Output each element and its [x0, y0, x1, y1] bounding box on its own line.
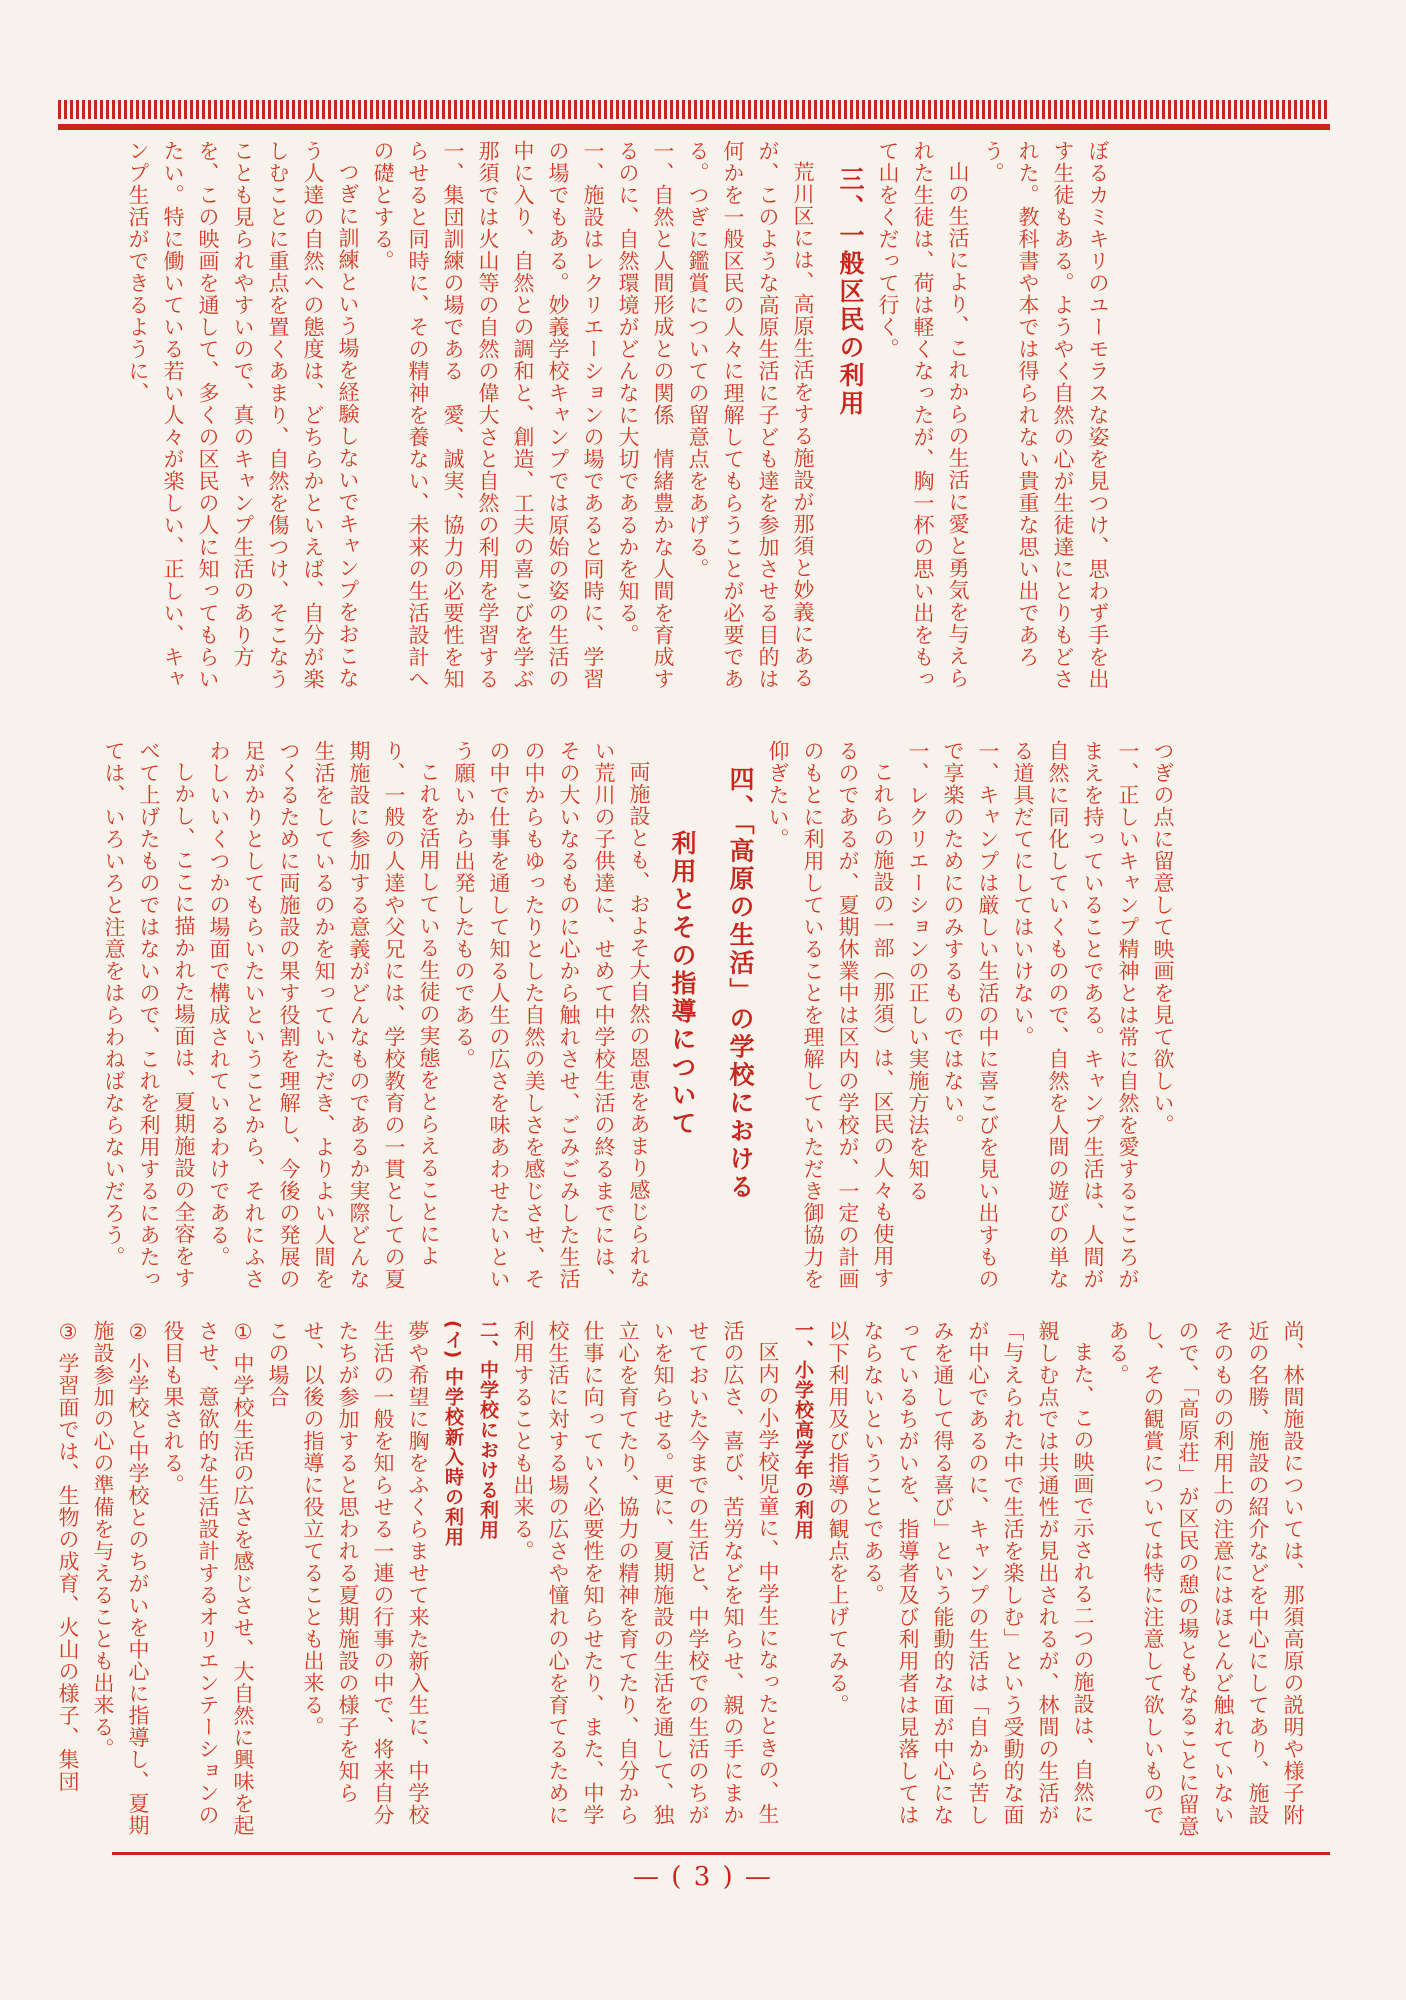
paragraph: これを活用している生徒の実態をとらえることにより、一般の人達や父兄には、学校教育の一貫としての夏期施設に参加する意義がどんなものであるか実際どんな生活をしているのかを知っていただき、よりよい人間をつくるために両施設の果す役割を理解し、今後の発展の足がかりとしてもらいたいということから、それにふさわしいいくつかの場面で構成されているわけである。 [207, 740, 441, 1290]
text-column [120, 140, 820, 710]
list-item: 一、レクリエーションの正しい実施方法を知る [906, 740, 930, 1202]
paragraph: ぼるカミキリのユーモラスな姿を見つけ、思わず手を出す生徒もある。ようやく自然の心が生徒達にとりもどされた。教科書や本では得られない貴重な思い出であろう。 [981, 140, 1110, 690]
text-column [760, 740, 1180, 1295]
list-item: 一、集団訓練の場である 愛、誠実、協力の必要性を知らせると同時に、その精神を養ない、未来の生活設計への礎とする。 [371, 140, 465, 690]
section-4-heading-line-2: 利用とその指導について [668, 830, 697, 1138]
paragraph: 以下利用及び指導の観点を上げてみる。 [826, 1320, 850, 1716]
list-item: 一、施設はレクリエーションの場であると同時に、学習の場でもある。妙義学校キャンプでは原始の姿の生活の中に入り、自然との調和と、創造、工夫の喜こびを学ぶ 那須では火山等の自然の偉大さと自然の利用を学習する [476, 140, 605, 712]
section-4-heading: 四、「高原の生活」の学校における [726, 766, 755, 1202]
subsection-heading: 一、小学校高学年の利用 [792, 1320, 814, 1540]
paragraph: つぎに訓練という場を経験しないでキャンプをおこなう人達の自然への態度は、どちらかといえば、自分が楽しむことに重点を置くあまり、自然を傷つけ、そこなうことも見られやすいので、真のキャンプ生活のあり方を、この映画を通して、多くの区民の人に知ってもらいたい。特に働いている若い人々が楽しい、正しい、キャンプ生活ができるように、 [126, 140, 360, 690]
band-middle [102, 740, 1180, 1295]
text-column [50, 1320, 1310, 1840]
paragraph: 夢や希望に胸をふくらませて来た新入生に、中学校生活の一般を知らせる一連の行事の中で、将来自分たちが参加すると思われる夏期施設の様子を知らせ、以後の指導に役立てることも出来る。 [301, 1320, 430, 1826]
subsection-heading: 二、中学校における利用 [477, 1320, 499, 1540]
paragraph: これらの施設の一部（那須）は、区民の人々も使用するのであるが、夏期休業中は区内の学校が、一定の計画のもとに利用していることを理解していただき御協力を仰ぎたい。 [766, 740, 895, 1290]
paragraph: つぎの点に留意して映画を見て欲しい。 [1151, 740, 1175, 1136]
paragraph: 荒川区には、高原生活をする施設が那須と妙義にあるが、このような高原生活に子ども達を参加させる目的は何かを一般区民の人々に理解してもらうことが必要である。つぎに鑑賞についての留意点をあげる。 [686, 140, 815, 690]
paragraph: しかし、ここに描かれた場面は、夏期施設の全容をすべて上げたものではないので、これを利用するにあたっては、いろいろと注意をはらわねばならないだろう。 [102, 740, 196, 1290]
page-number: — ( 3 ) — [633, 1862, 773, 1892]
band-top [95, 140, 1115, 710]
text-column [870, 140, 1115, 710]
text-column [96, 740, 656, 1295]
list-item: 一、正しいキャンプ精神とは常に自然を愛するこころがまえを持っていることである。キャンプ生活は、人間が自然に同化していくものので、自然を人間の遊びの単なる道具だてにしてはいけない。 [1011, 740, 1140, 1290]
paragraph: 尚、林間施設については、那須高原の説明や様子附近の名勝、施設の紹介などを中心にしてあり、施設そのものの利用上の注意にはほとんど触れていないので、「高原荘」が区民の憩の場ともなることに留意し、その観賞については特に注意して欲しいものである。 [1106, 1320, 1305, 1838]
list-item: 一、キャンプは厳しい生活の中に喜こびを見い出すもので享楽のためにのみするものではない。 [941, 740, 1000, 1290]
section-3-heading: 三、一般区民の利用 [836, 166, 865, 418]
decorative-top-rule [58, 100, 1330, 130]
paragraph: 山の生活により、これからの生活に愛と勇気を与えられた生徒は、荷は軽くなったが、胸一杯の思い出をもって山をくだって行く。 [876, 140, 970, 690]
list-item: ① 中学校生活の広さを感じさせ、大自然に興味を起させ、意欲的な生活設計するオリエンテーションの役目も果される。 [161, 1320, 255, 1837]
band-bottom [56, 1320, 1310, 1840]
paragraph: 両施設とも、およそ大自然の恩恵をあまり感じられない荒川の子供達に、せめて中学校生活の終るまでには、その大いなるものに心から触れさせ、ごみごみした生活の中からもゆったりとした自然の美しさを感じさせ、その中で仕事を通して知る人生の広さを味あわせたいという願いから出発したものである。 [452, 740, 651, 1290]
list-item: ③ 学習面では、生物の成育、火山の様子、集団 [56, 1320, 80, 1793]
list-item: ② 小学校と中学校とのちがいを中心に指導し、夏期施設参加の心の準備を与えることも出来る。 [91, 1320, 150, 1837]
paragraph: この場合 [266, 1320, 290, 1408]
subsection-subheading: (イ) 中学校新入時の利用 [442, 1320, 464, 1547]
paragraph: 区内の小学校児童に、中学生になったときの、生活の広さ、喜び、苦労などを知らせ、親の手にまかせておいた今までの生活と、中学校での生活のちがいを知らせる。更に、夏期施設の生活を通して、独立心を育てたり、協力の精神を育てたり、自分から仕事に向っていく必要性を知らせたり、また、中学校生活に対する場の広さや憧れの心を育てるために利用することも出来る。 [511, 1320, 780, 1826]
list-item: 一、自然と人間形成との関係 情緒豊かな人間を育成するのに、自然環境がどんなに大切であるかを知る。 [616, 140, 675, 690]
bottom-rule [112, 1852, 1330, 1855]
paragraph: また、この映画で示される二つの施設は、自然に親しむ点では共通性が見出されるが、林間の生活が「与えられた中で生活を楽しむ」という受動的な面が中心であるのに、キャンプの生活は「自から苦しみを通して得る喜び」という能動的な面が中心になっているちがいを、指導者及び利用者は見落してはならないということである。 [861, 1320, 1095, 1826]
